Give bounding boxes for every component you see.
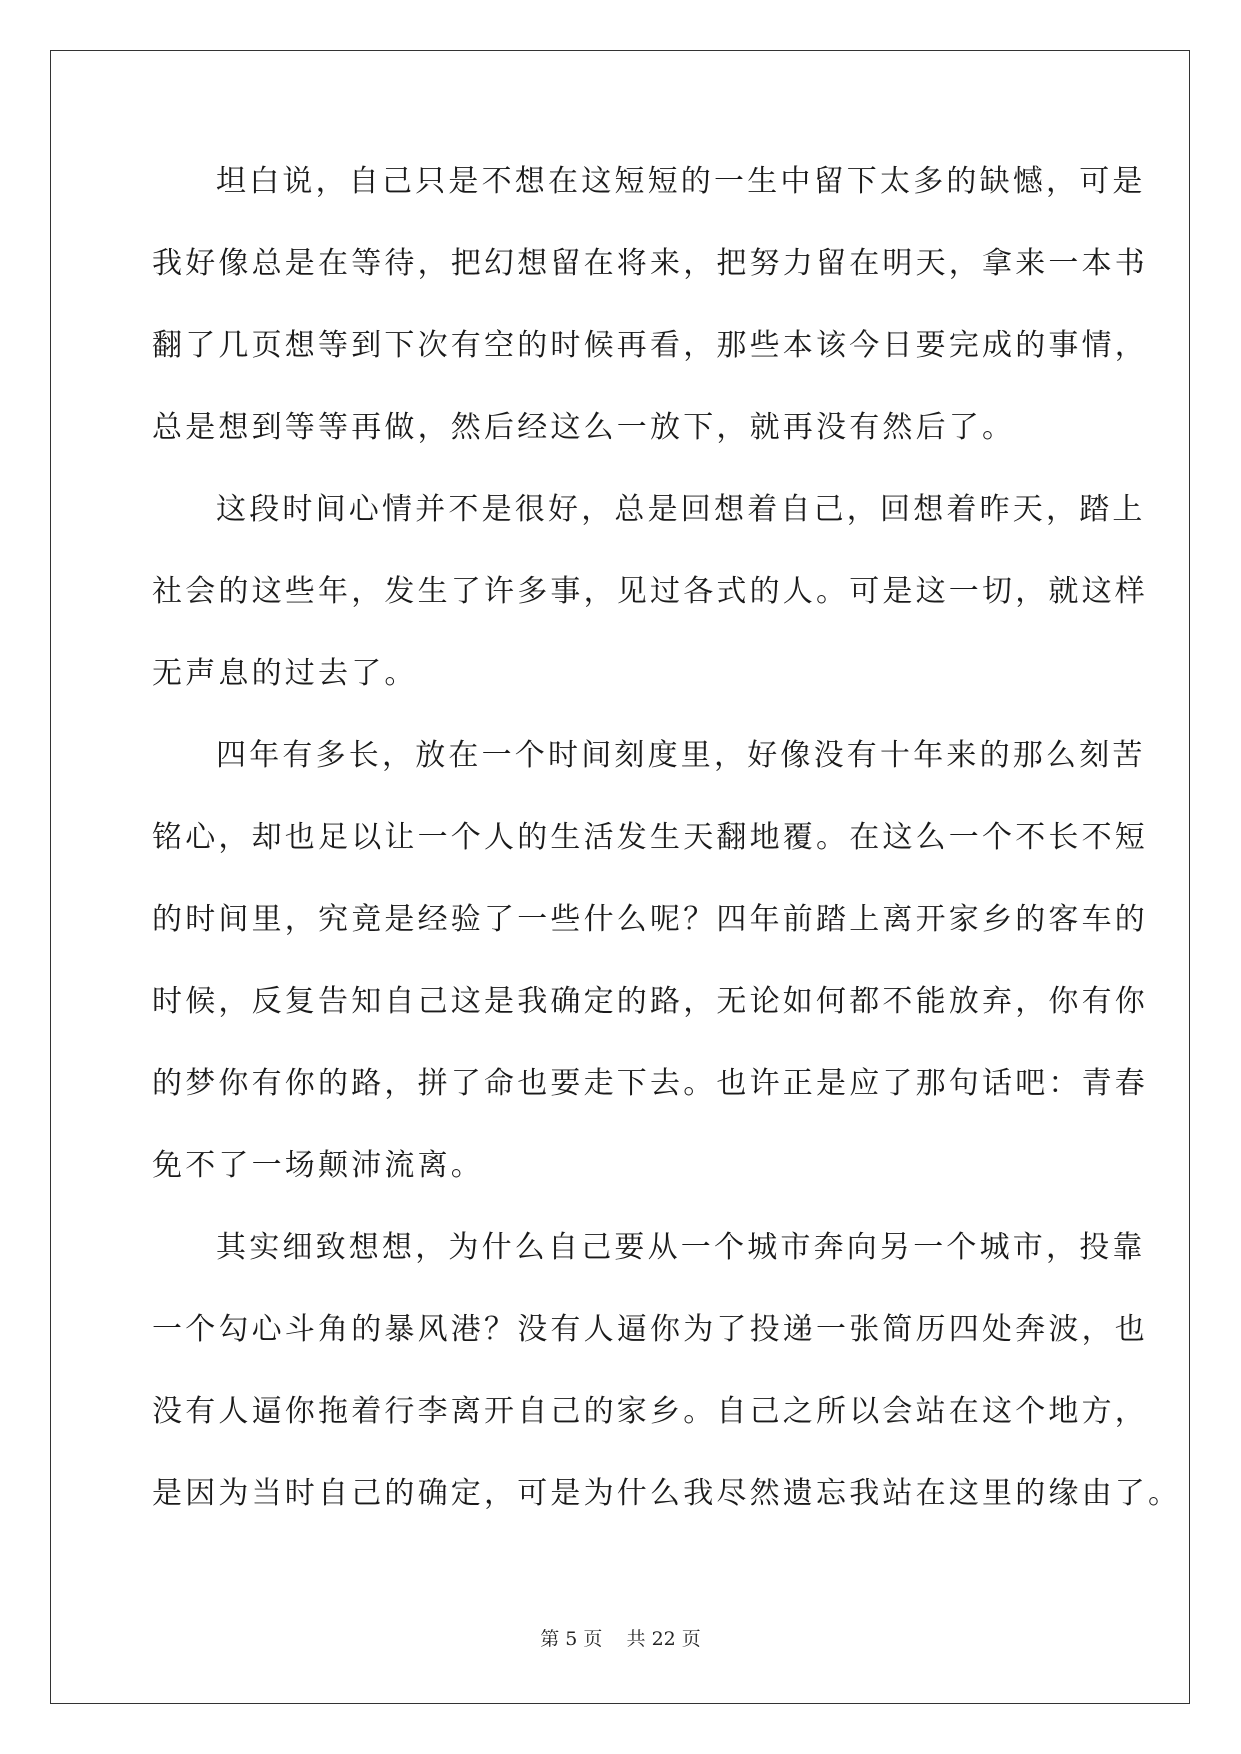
text-line: 是因为当时自己的确定，可是为什么我尽然遗忘我站在这里的缘由了。 — [152, 1476, 1182, 1511]
text-line: 的时间里，究竟是经验了一些什么呢？四年前踏上离开家乡的客车的 — [152, 902, 1148, 937]
text-line: 总是想到等等再做，然后经这么一放下，就再没有然后了。 — [152, 410, 1016, 445]
text-line: 免不了一场颠沛流离。 — [152, 1148, 484, 1183]
text-line: 时候，反复告知自己这是我确定的路，无论如何都不能放弃，你有你 — [152, 984, 1148, 1019]
page-number-footer — [0, 1624, 1241, 1651]
text-line: 坦白说，自己只是不想在这短短的一生中留下太多的缺憾，可是 — [216, 164, 1146, 199]
text-line: 这段时间心情并不是很好，总是回想着自己，回想着昨天，踏上 — [216, 492, 1146, 527]
page-number-label: 第 5 页 共 22 页 — [540, 1628, 701, 1650]
text-line: 社会的这些年，发生了许多事，见过各式的人。可是这一切，就这样 — [152, 574, 1148, 609]
text-line: 铭心，却也足以让一个人的生活发生天翻地覆。在这么一个不长不短 — [152, 820, 1148, 855]
text-line: 没有人逼你拖着行李离开自己的家乡。自己之所以会站在这个地方， — [152, 1394, 1148, 1429]
text-line: 翻了几页想等到下次有空的时候再看，那些本该今日要完成的事情， — [152, 328, 1148, 363]
text-line: 一个勾心斗角的暴风港？没有人逼你为了投递一张简历四处奔波，也 — [152, 1312, 1148, 1347]
text-line: 我好像总是在等待，把幻想留在将来，把努力留在明天，拿来一本书 — [152, 246, 1148, 281]
text-line: 四年有多长，放在一个时间刻度里，好像没有十年来的那么刻苦 — [216, 738, 1146, 773]
text-line: 其实细致想想，为什么自己要从一个城市奔向另一个城市，投靠 — [216, 1230, 1146, 1265]
document-body — [152, 158, 1182, 1552]
text-line: 的梦你有你的路，拼了命也要走下去。也许正是应了那句话吧：青春 — [152, 1066, 1148, 1101]
text-line: 无声息的过去了。 — [152, 656, 418, 691]
